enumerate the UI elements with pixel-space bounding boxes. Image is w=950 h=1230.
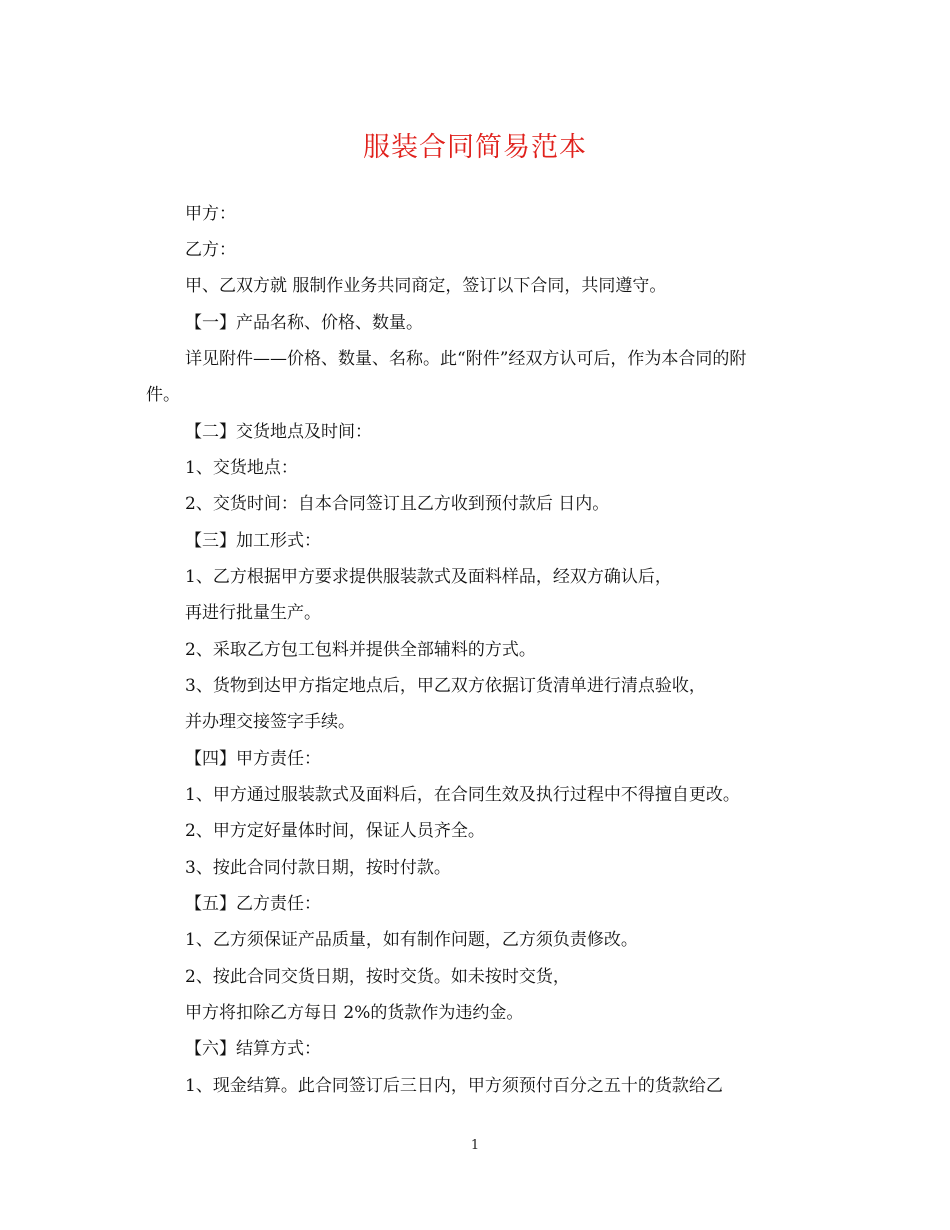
party-a-duty-3: 3、按此合同付款日期，按时付款。 bbox=[185, 858, 451, 878]
section-4-heading: 【四】甲方责任： bbox=[185, 749, 321, 769]
party-a-line: 甲方： bbox=[185, 204, 236, 224]
section-5-heading: 【五】乙方责任： bbox=[185, 894, 321, 914]
party-b-line: 乙方： bbox=[185, 240, 236, 260]
party-b-duty-2-continued: 甲方将扣除乙方每日 2%的货款作为违约金。 bbox=[185, 1003, 524, 1023]
section-1-text-continued: 件。 bbox=[146, 385, 180, 405]
party-a-duty-2: 2、甲方定好量体时间，保证人员齐全。 bbox=[185, 821, 485, 841]
document-title: 服装合同简易范本 bbox=[363, 132, 587, 163]
processing-item-3: 3、货物到达甲方指定地点后，甲乙双方依据订货清单进行清点验收， bbox=[185, 676, 706, 696]
delivery-time-line: 2、交货时间：自本合同签订且乙方收到预付款后 日内。 bbox=[185, 494, 610, 514]
processing-item-1: 1、乙方根据甲方要求提供服装款式及面料样品，经双方确认后， bbox=[185, 567, 672, 587]
delivery-location-line: 1、交货地点： bbox=[185, 458, 298, 478]
section-6-heading: 【六】结算方式： bbox=[185, 1039, 321, 1059]
party-b-duty-1: 1、乙方须保证产品质量，如有制作问题，乙方须负责修改。 bbox=[185, 930, 638, 950]
page-number: 1 bbox=[470, 1138, 480, 1153]
section-2-heading: 【二】交货地点及时间： bbox=[185, 422, 372, 442]
section-1-heading: 【一】产品名称、价格、数量。 bbox=[185, 313, 423, 333]
section-1-text: 详见附件——价格、数量、名称。此“附件”经双方认可后，作为本合同的附 bbox=[185, 349, 747, 369]
settlement-item-1: 1、现金结算。此合同签订后三日内，甲方须预付百分之五十的货款给乙 bbox=[185, 1076, 723, 1096]
processing-item-1-continued: 再进行批量生产。 bbox=[185, 603, 321, 623]
intro-line: 甲、乙双方就 服制作业务共同商定，签订以下合同，共同遵守。 bbox=[185, 276, 667, 296]
processing-item-2: 2、采取乙方包工包料并提供全部辅料的方式。 bbox=[185, 640, 536, 660]
party-b-duty-2: 2、按此合同交货日期，按时交货。如未按时交货， bbox=[185, 967, 570, 987]
processing-item-3-continued: 并办理交接签字手续。 bbox=[185, 712, 355, 732]
section-3-heading: 【三】加工形式： bbox=[185, 531, 321, 551]
party-a-duty-1: 1、甲方通过服装款式及面料后，在合同生效及执行过程中不得擅自更改。 bbox=[185, 785, 740, 805]
